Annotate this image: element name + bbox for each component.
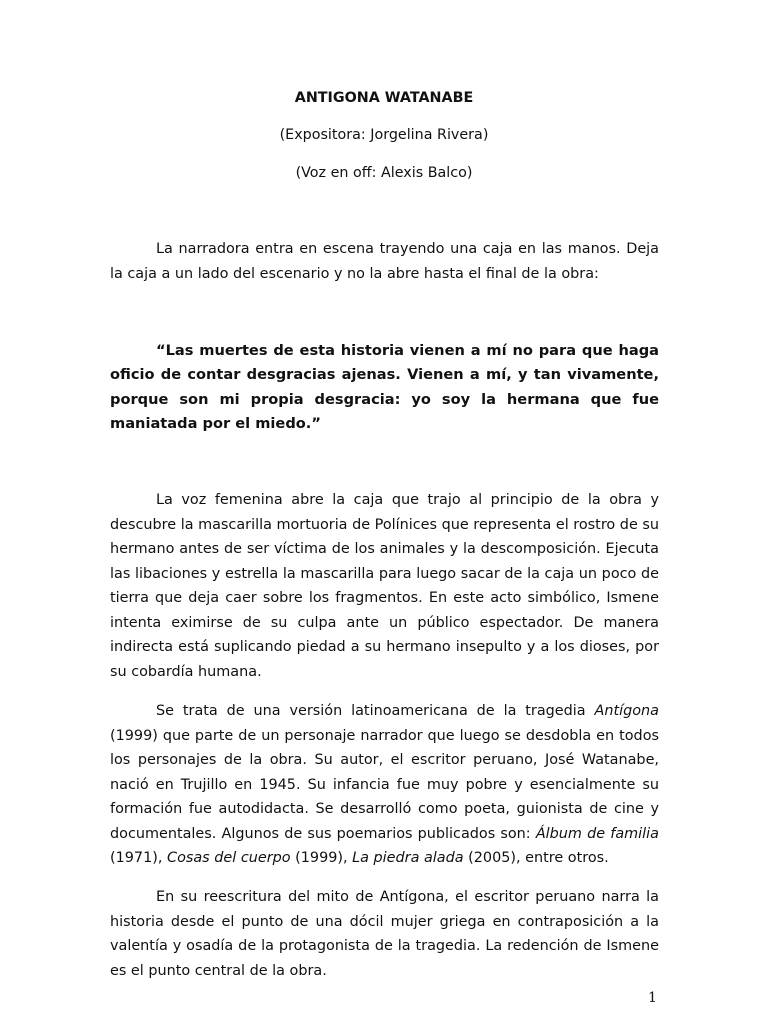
paragraph-version-latinoamericana — [110, 699, 659, 871]
text-segment: (2005), entre otros. — [463, 850, 609, 866]
text-segment: Se trata de una versión latinoamericana de la tragedia — [156, 703, 595, 719]
text-segment: (1999) que parte de un personaje narrador que luego se desdobla en todos los personajes de la obra. Su autor, el escritor peruano, José Watanabe, nació en Trujillo en 1945. Su infancia fue muy pobre y esencialmente su formación fue autodidacta. Se desarrolló como poeta, guionista de cine y documentales. Algunos de sus poemarios publicados son: — [110, 727, 659, 842]
document-title: ANTIGONA WATANABE — [294, 90, 474, 106]
subtitle-expositora: (Expositora: Jorgelina Rivera) — [279, 127, 489, 143]
italic-title-la-piedra-alada: La piedra alada — [352, 850, 464, 866]
text-segment: (1999), — [290, 850, 353, 866]
italic-title-cosas-del-cuerpo: Cosas del cuerpo — [167, 850, 291, 866]
paragraph-voz-femenina: La voz femenina abre la caja que trajo al principio de la obra y descubre la mascarilla mortuoria de Polínices que representa el rostro de su hermano antes de ser víctima de los animales y la descomposición. Ejecuta las libaciones y estrella la mascarilla para luego sacar de la caja un poco de tierra que deja caer sobre los fragmentos. En este acto simbólico, Ismene intenta eximirse de su culpa ante un público espectador. De manera indirecta está suplicando piedad a su hermano insepulto y a los dioses, por su cobardía humana. — [110, 492, 659, 680]
page-number: 1 — [648, 990, 657, 1006]
paragraph-intro: La narradora entra en escena trayendo una caja en las manos. Deja la caja a un lado del escenario y no la abre hasta el final de la obra: — [110, 241, 659, 282]
italic-title-album-de-familia: Álbum de familia — [535, 825, 659, 842]
italic-title-antigona: Antígona — [594, 703, 659, 719]
quote-paragraph: “Las muertes de esta historia vienen a mí no para que haga oficio de contar desgracias ajenas. Vienen a mí, y tan vivamente, porque son mi propia desgracia: yo soy la hermana que fue maniatada por el miedo.” — [110, 342, 659, 432]
text-segment: (1971), — [110, 850, 168, 866]
subtitle-voz-en-off: (Voz en off: Alexis Balco) — [295, 165, 473, 181]
paragraph-reescritura: En su reescritura del mito de Antígona, el escritor peruano narra la historia desde el punto de una dócil mujer griega en contraposición a la valentía y osadía de la protagonista de la tragedia. La redención de Ismene es el punto central de la obra. — [110, 889, 659, 979]
